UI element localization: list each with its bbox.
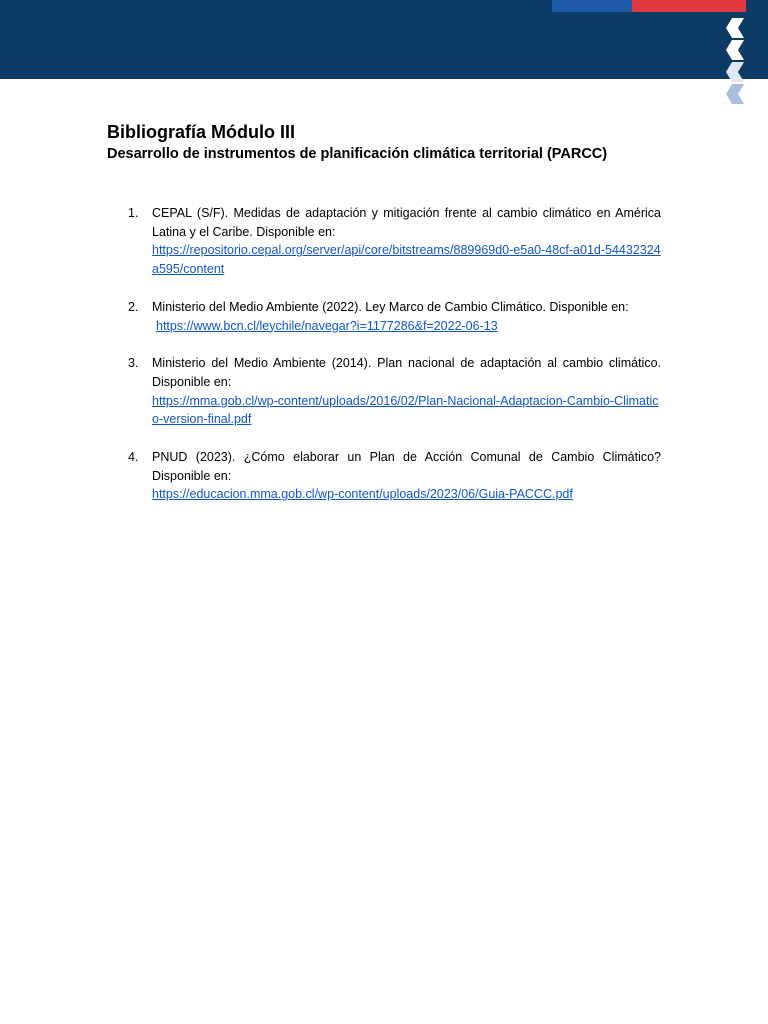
reference-text: CEPAL (S/F). Medidas de adaptación y mitigación frente al cambio climático en América Latina y el Caribe. Disponible en: <box>152 206 661 239</box>
header-stripe-blue <box>552 0 632 12</box>
reference-text: Ministerio del Medio Ambiente (2014). Plan nacional de adaptación al cambio climático. Disponible en: <box>152 356 661 389</box>
reference-link[interactable]: https://mma.gob.cl/wp-content/uploads/2016/02/Plan-Nacional-Adaptacion-Cambio-Climatico-version-final.pdf <box>152 393 659 427</box>
reference-number: 3. <box>128 356 139 371</box>
reference-list <box>107 204 661 504</box>
reference-text: Ministerio del Medio Ambiente (2022). Ley Marco de Cambio Climático. Disponible en: <box>152 299 629 314</box>
reference-number: 4. <box>128 450 139 465</box>
reference-link[interactable]: https://www.bcn.cl/leychile/navegar?i=1177286&f=2022-06-13 <box>156 318 498 333</box>
list-item <box>107 354 661 429</box>
reference-link[interactable]: https://educacion.mma.gob.cl/wp-content/uploads/2023/06/Guia-PACCC.pdf <box>152 487 573 502</box>
list-item <box>107 204 661 279</box>
chevron-pattern-icon <box>726 18 748 104</box>
reference-number: 1. <box>128 206 139 220</box>
page-subtitle: Desarrollo de instrumentos de planificación climática territorial (PARCC) <box>107 146 608 162</box>
document-body <box>107 120 661 523</box>
reference-number: 2. <box>128 299 139 314</box>
page-title: Bibliografía Módulo III <box>107 122 295 142</box>
list-item <box>107 298 661 335</box>
header-stripe-red <box>632 0 746 12</box>
list-item <box>107 448 661 504</box>
reference-text: PNUD (2023). ¿Cómo elaborar un Plan de Acción Comunal de Cambio Climático? Disponible en: <box>152 450 661 483</box>
reference-link[interactable]: https://repositorio.cepal.org/server/api/core/bitstreams/889969d0-e5a0-48cf-a01d-54432324a595/content <box>152 243 661 277</box>
